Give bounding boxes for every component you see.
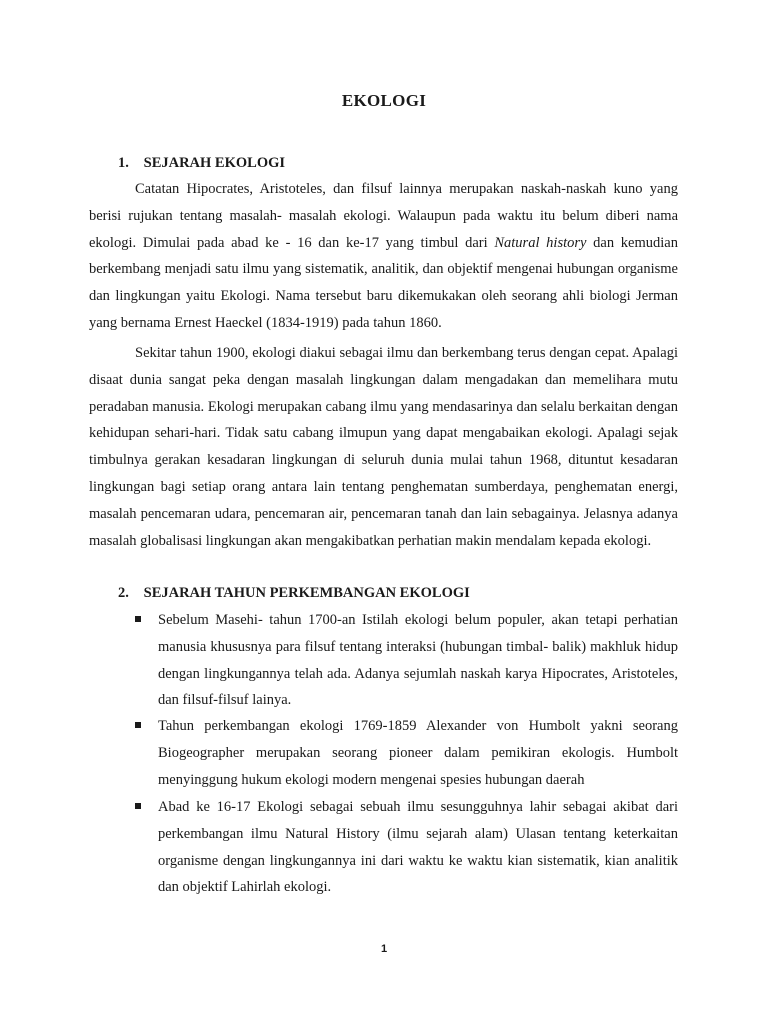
paragraph-2: Sekitar tahun 1900, ekologi diakui sebagai ilmu dan berkembang terus dengan cepat. Apalagi disaat dunia sangat peka dengan masalah lingkungan dalam mengadakan dan memelihara mutu peradaban manusia. Ekologi merupakan cabang ilmu yang mendasarinya dan selalu berkaitan dengan kehidupan sehari-hari. Tidak satu cabang ilmupun yang dapat mengabaikan ekologi. Apalagi sejak timbulnya gerakan kesadaran lingkungan di seluruh dunia mulai tahun 1968, dituntut kesadaran lingkungan bagi setiap orang antara lain tentang penghematan sumberdaya, penghematan energi, masalah pencemaran udara, pencemaran air, pencemaran tanah dan lain sebagainya. Jelasnya adanya masalah globalisasi lingkungan akan mengakibatkan perhatian makin mendalam kepada ekologi. bbox=[89, 345, 678, 549]
list-item-text: Abad ke 16-17 Ekologi sebagai sebuah ilmu sesungguhnya lahir sebagai akibat dari perkembangan ilmu Natural History (ilmu sejarah alam) Ulasan tentang keterkaitan organisme dengan lingkungannya ini dari waktu ke waktu kian sistematik, kian analitik dan objektif Lahirlah ekologi. bbox=[158, 799, 678, 896]
italic-term: Natural history bbox=[494, 234, 587, 251]
paragraph-text: Catatan Hipocrates, Aristoteles, dan filsuf lainnya merupakan naskah-naskah kuno yang berisi rujukan tentang masalah- masalah ekologi. Walaupun pada waktu itu belum diberi nama ekologi. Dimulai pada abad ke - 16 dan ke-17 yang timbul dari bbox=[89, 181, 678, 251]
section-number: 2. bbox=[118, 585, 129, 601]
section-title: SEJARAH TAHUN PERKEMBANGAN EKOLOGI bbox=[143, 585, 470, 601]
paragraph-text: dan kemudian berkembang menjadi satu ilmu yang sistematik, analitik, dan objektif mengenai hubungan organisme dan lingkungan yaitu Ekologi. Nama tersebut baru dikemukakan oleh seorang ahli biologi Jerman yang bernama Ernest Haeckel (1834-1919) pada tahun 1860. bbox=[89, 234, 678, 331]
square-bullet-icon bbox=[135, 722, 141, 728]
section-number: 1. bbox=[118, 155, 129, 171]
document-title: EKOLOGI bbox=[341, 91, 427, 110]
list-item-text: Sebelum Masehi- tahun 1700-an Istilah ekologi belum populer, akan tetapi perhatian manusia khususnya para filsuf tentang interaksi (hubungan timbal- balik) makhluk hidup dengan lingkungannya telah ada. Adanya sejumlah naskah karya Hipocrates, Aristoteles, dan filsuf-filsuf lainya. bbox=[158, 612, 678, 709]
page-number: 1 bbox=[380, 943, 388, 955]
square-bullet-icon bbox=[135, 616, 141, 622]
paragraph-1 bbox=[89, 176, 678, 337]
square-bullet-icon bbox=[135, 803, 141, 809]
list-item-text: Tahun perkembangan ekologi 1769-1859 Alexander von Humbolt yakni seorang Biogeographer merupakan seorang pioneer dalam pemikiran ekologis. Humbolt menyinggung hukum ekologi modern mengenai spesies hubungan daerah bbox=[158, 718, 678, 788]
section-heading-1 bbox=[118, 155, 285, 172]
section-heading-2 bbox=[118, 585, 470, 602]
section-title: SEJARAH EKOLOGI bbox=[143, 155, 286, 171]
